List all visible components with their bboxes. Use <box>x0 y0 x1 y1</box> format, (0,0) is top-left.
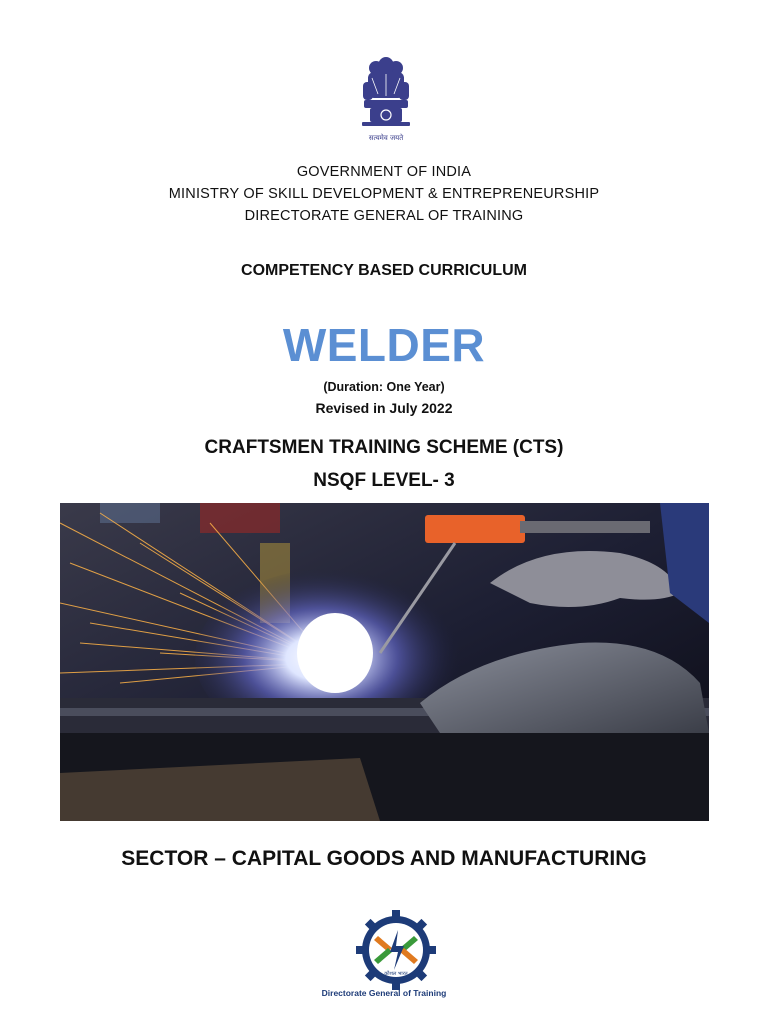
logo-motto: कौशल भारत <box>384 971 408 977</box>
scheme-heading: CRAFTSMEN TRAINING SCHEME (CTS) <box>204 437 564 458</box>
nsqf-level: NSQF LEVEL- 3 <box>313 470 455 491</box>
ministry-line: MINISTRY OF SKILL DEVELOPMENT & ENTREPRENEURSHIP <box>168 186 600 202</box>
welding-photo <box>60 503 709 821</box>
curriculum-heading: COMPETENCY BASED CURRICULUM <box>241 262 527 279</box>
duration-text: (Duration: One Year) <box>323 380 445 394</box>
directorate-line: DIRECTORATE GENERAL OF TRAINING <box>244 208 524 224</box>
document-title: WELDER <box>282 319 486 371</box>
government-line: GOVERNMENT OF INDIA <box>296 164 472 180</box>
sector-heading: SECTOR – CAPITAL GOODS AND MANUFACTURING <box>121 847 647 870</box>
dgt-gear-logo-icon <box>354 910 438 990</box>
revised-text: Revised in July 2022 <box>315 400 453 416</box>
national-emblem-icon <box>354 54 418 146</box>
dgt-caption: Directorate General of Training <box>321 988 447 998</box>
emblem-motto: सत्यमेव जयते <box>368 134 404 142</box>
